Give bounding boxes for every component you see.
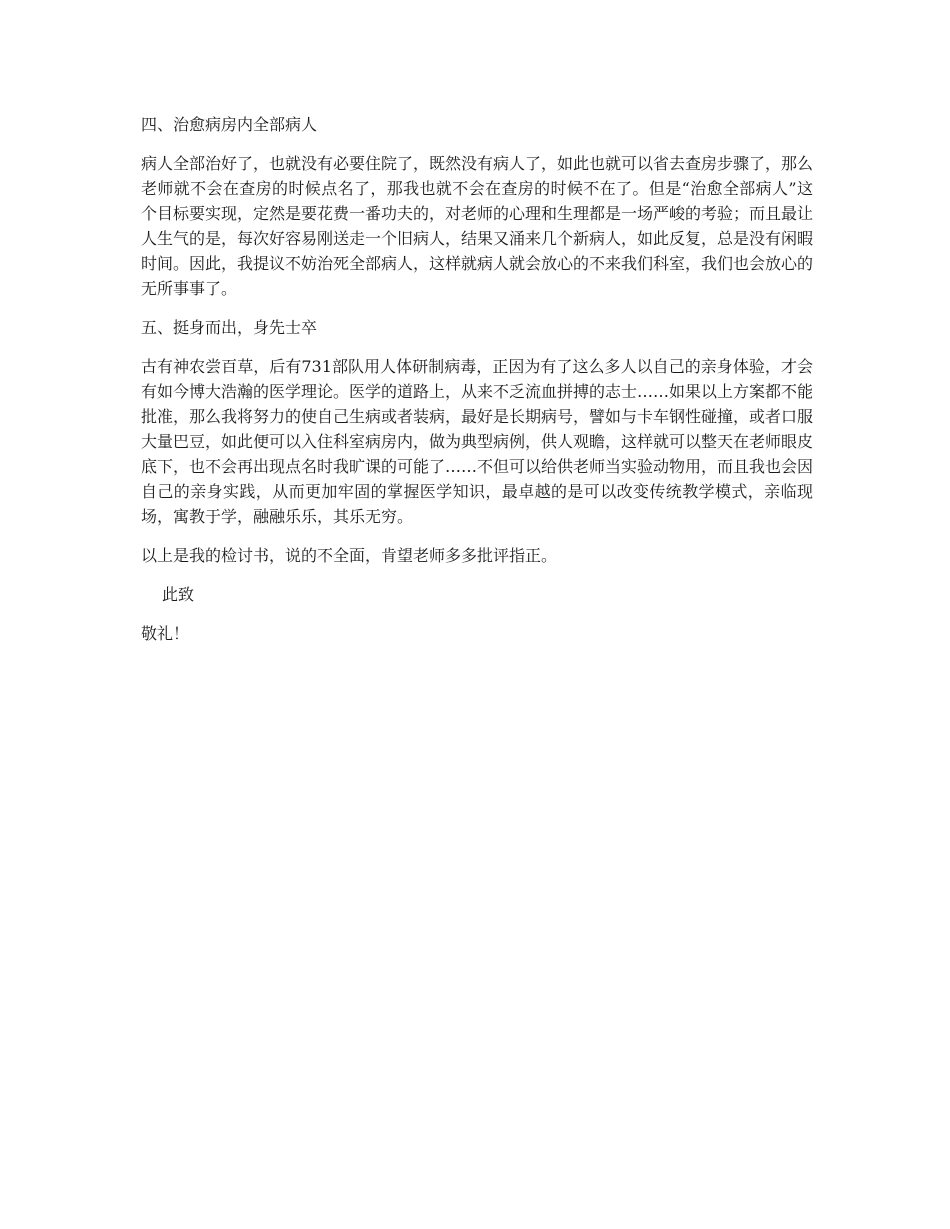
section-heading-4: 四、治愈病房内全部病人 (141, 115, 318, 134)
closing-paragraph: 以上是我的检讨书，说的不全面，肯望老师多多批评指正。 (141, 546, 558, 565)
section-heading-5: 五、挺身而出，身先士卒 (141, 318, 318, 337)
section-body-4: 病人全部治好了，也就没有必要住院了，既然没有病人了，如此也就可以省去查房步骤了，那么老师就不会在查房的时候点名了，那我也就不会在查房的时候不在了。但是“治愈全部病人”这个目标要实现，定然是要花费一番功夫的，对老师的心理和生理都是一场严峻的考验；而且最让人生气的是，每次好容易刚送走一个旧病人，结果又涌来几个新病人，如此反复，总是没有闲暇时间。因此，我提议不妨治死全部病人，这样就病人就会放心的不来我们科室，我们也会放心的无所事事了。 (141, 154, 814, 298)
regards: 敬礼！ (141, 624, 190, 643)
salutation: 此致 (162, 585, 195, 604)
section-body-5: 古有神农尝百草，后有731部队用人体研制病毒，正因为有了这么多人以自己的亲身体验，才会有如今博大浩瀚的医学理论。医学的道路上，从来不乏流血拼搏的志士……如果以上方案都不能批准，那么我将努力的使自己生病或者装病，最好是长期病号，譬如与卡车钢性碰撞，或者口服大量巴豆，如此便可以入住科室病房内，做为典型病例，供人观瞻，这样就可以整天在老师眼皮底下，也不会再出现点名时我旷课的可能了……不但可以给供老师当实验动物用，而且我也会因自己的亲身实践，从而更加牢固的掌握医学知识，最卓越的是可以改变传统教学模式，亲临现场，寓教于学，融融乐乐，其乐无穷。 (141, 357, 814, 526)
document-page (141, 112, 813, 660)
